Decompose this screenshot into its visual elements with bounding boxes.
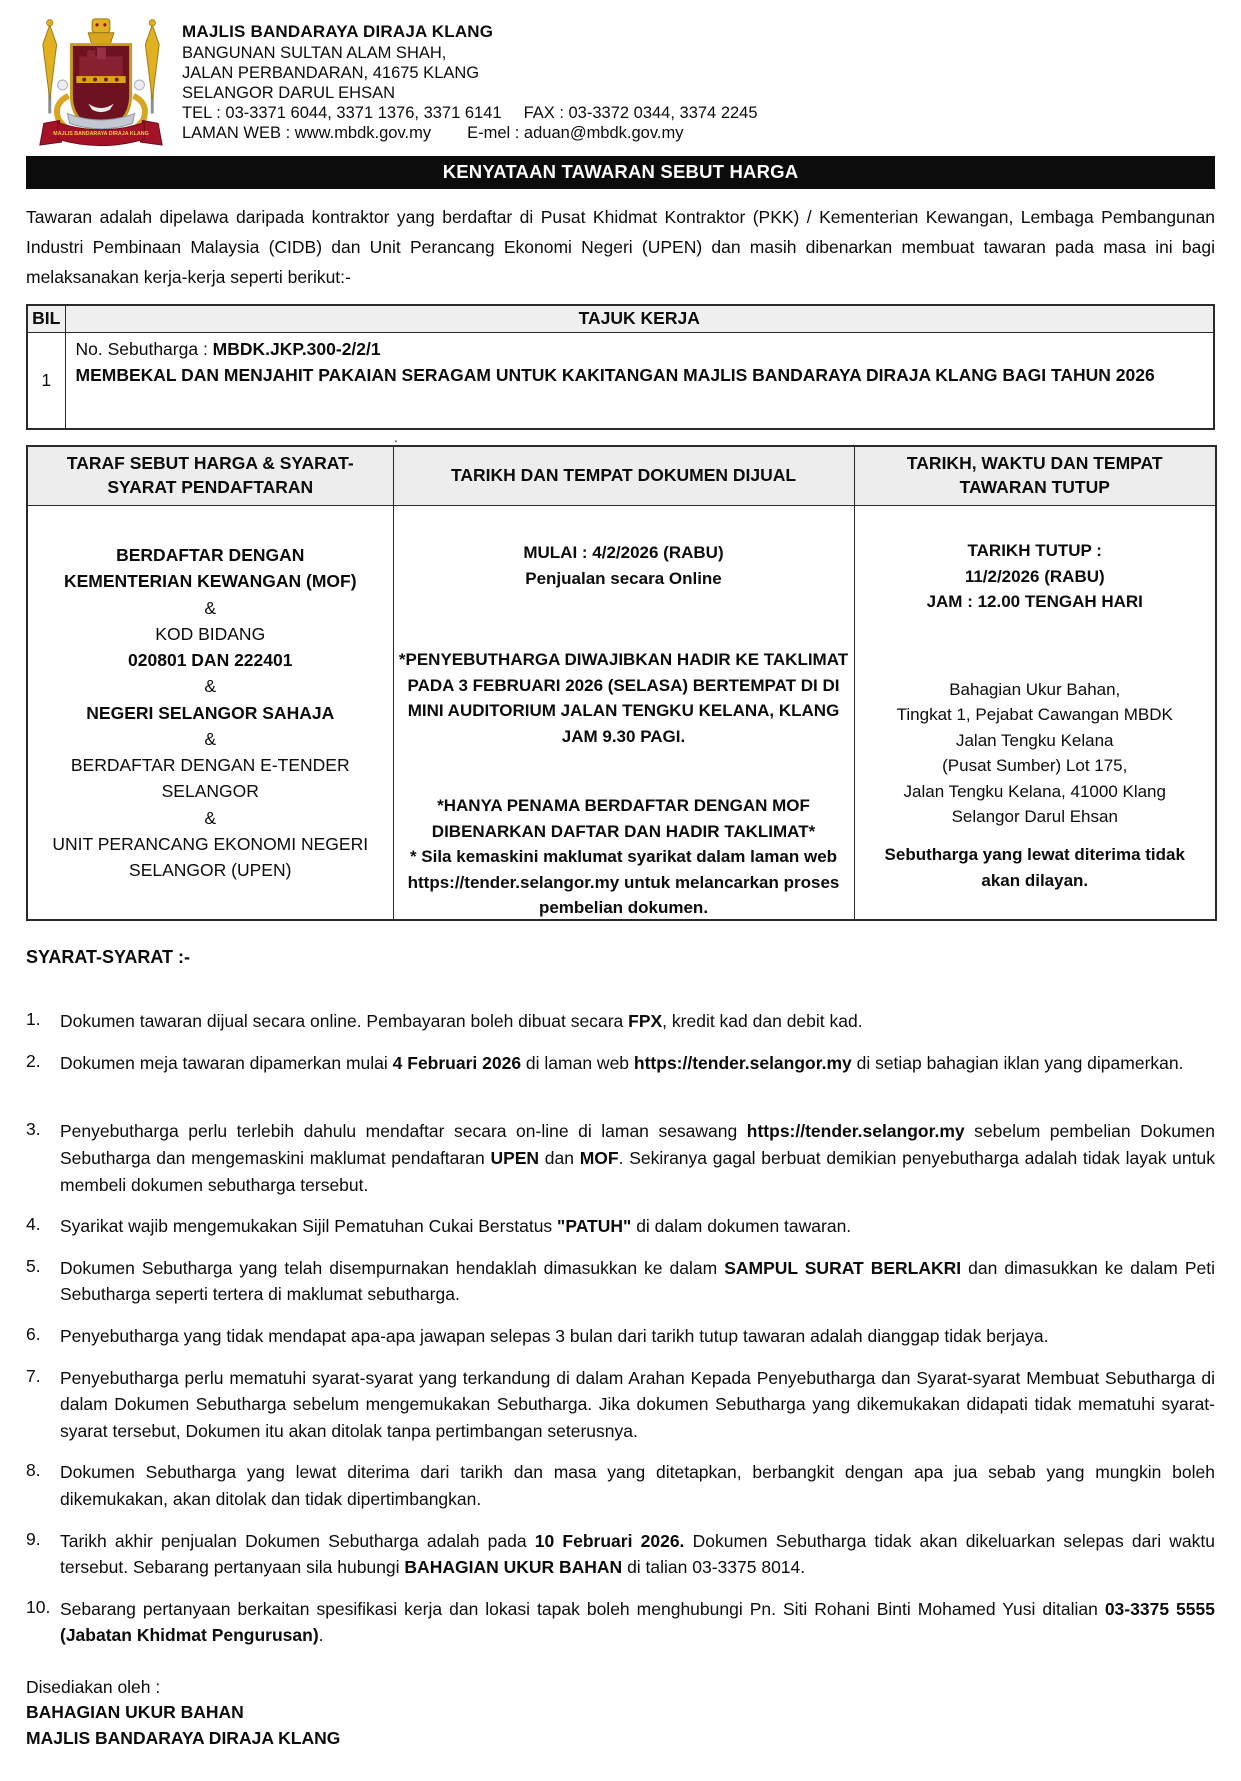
condition-item-2 [26, 1050, 1215, 1077]
condition-number: 5. [26, 1255, 41, 1276]
closing-cell [854, 506, 1216, 921]
condition-text: Tarikh akhir penjualan Dokumen Sebutharga adalah pada 10 Februari 2026. Dokumen Sebutharga tidak akan dikeluarkan selepas dari waktu tersebut. Sebarang pertanyaan sila hubungi BAHAGIAN UKUR BAHAN di talian 03-3375 8014. [60, 1530, 1215, 1578]
sale-start-date: MULAI : 4/2/2026 (RABU) [523, 543, 724, 563]
intro-paragraph: Tawaran adalah dipelawa daripada kontraktor yang berdaftar di Pusat Khidmat Kontraktor (PKK) / Kementerian Kewangan, Lembaga Pembangunan Industri Pembinaan Malaysia (CIDB) dan Unit Perancang Ekonomi Negeri (UPEN) dan masih dibenarkan membuat tawaran pada masa ini bagi melaksanakan kerja-kerja seperti berikut:- [26, 207, 1215, 288]
condition-item-8 [26, 1459, 1215, 1512]
condition-text: Penyebutharga perlu terlebih dahulu mendaftar secara on-line di laman sesawang https://tender.selangor.my sebelum pembelian Dokumen Sebutharga dan mengemaskini maklumat pendaftaran UPEN dan MOF. Sekiranya gagal berbuat demikian penyebutharga adalah tidak layak untuk membeli dokumen sebutharga tersebut. [60, 1121, 1215, 1195]
condition-text: Syarikat wajib mengemukakan Sijil Pematuhan Cukai Berstatus "PATUH" di dalam dokumen tawaran. [60, 1216, 852, 1237]
sale-cell [393, 506, 854, 921]
job-row-description [65, 333, 1214, 429]
org-name: MAJLIS BANDARAYA DIRAJA KLANG [182, 22, 494, 41]
detail-header-sale: TARIKH DAN TEMPAT DOKUMEN DIJUAL [393, 446, 854, 506]
prepared-by-organisation: MAJLIS BANDARAYA DIRAJA KLANG [26, 1727, 341, 1748]
condition-number: 8. [26, 1460, 41, 1481]
notice-title-banner: KENYATAAN TAWARAN SEBUT HARGA [26, 156, 1215, 189]
fax-text: FAX : 03-3372 0344, 3374 2245 [523, 103, 758, 122]
condition-item-5 [26, 1255, 1215, 1308]
email-text: E-mel : aduan@mbdk.gov.my [467, 123, 684, 142]
condition-number: 9. [26, 1528, 41, 1549]
registration-cell [27, 506, 393, 921]
condition-item-1 [26, 1008, 1215, 1035]
sale-mode: Penjualan secara Online [525, 568, 722, 588]
condition-number: 4. [26, 1214, 41, 1235]
detail-table-body-row [27, 506, 1216, 921]
condition-text: Sebarang pertanyaan berkaitan spesifikasi kerja dan lokasi tapak boleh menghubungi Pn. Siti Rohani Binti Mohamed Yusi ditalian 03-3375 5555 (Jabatan Khidmat Pengurusan). [60, 1598, 1215, 1646]
tel-fax-line [182, 104, 758, 124]
condition-item-4 [26, 1213, 1215, 1240]
job-ref-line: No. Sebutharga : MBDK.JKP.300-2/2/1 [75, 339, 381, 360]
detail-header-registration: TARAF SEBUT HARGA & SYARAT-SYARAT PENDAFTARAN [27, 446, 393, 506]
address-line-3: SELANGOR DARUL EHSAN [182, 83, 396, 102]
condition-number: 10. [26, 1596, 51, 1617]
detail-header-closing: TARIKH, WAKTU DAN TEMPAT TAWARAN TUTUP [854, 446, 1216, 506]
registration-lines: BERDAFTAR DENGAN KEMENTERIAN KEWANGAN (MOF) & KOD BIDANG 020801 DAN 222401 & NEGERI SELANGOR SAHAJA & BERDAFTAR DENGAN E-TENDER SELANGOR & UNIT PERANCANG EKONOMI NEGERI SELANGOR (UPEN) [52, 545, 369, 881]
closing-datetime [927, 538, 1143, 615]
prepared-by-block [26, 1675, 1215, 1751]
condition-number: 7. [26, 1365, 41, 1386]
prepared-by-department: BAHAGIAN UKUR BAHAN [26, 1702, 244, 1723]
job-table-header-bil: BIL [27, 305, 65, 333]
condition-number: 3. [26, 1119, 41, 1140]
letterhead-text [182, 13, 758, 143]
late-submission-notice: Sebutharga yang lewat diterima tidak akan dilayan. [884, 845, 1185, 890]
condition-text: Dokumen Sebutharga yang lewat diterima dari tarikh dan masa yang ditetapkan, berbangkit dengan apa jua sebab yang mungkin boleh dikemukakan, akan ditolak dan tidak dipertimbangkan. [60, 1462, 1215, 1509]
job-row-number: 1 [27, 333, 65, 429]
address-line-2: JALAN PERBANDARAN, 41675 KLANG [182, 64, 480, 83]
condition-item-3 [26, 1118, 1215, 1198]
detail-table [26, 445, 1217, 921]
condition-number: 6. [26, 1324, 41, 1345]
mbdk-crest-icon [26, 13, 176, 151]
letterhead [26, 13, 1215, 151]
condition-text: Penyebutharga yang tidak mendapat apa-apa jawapan selepas 3 bulan dari tarikh tutup tawaran adalah dianggap tidak berjaya. [60, 1326, 1049, 1347]
condition-number: 1. [26, 1009, 41, 1030]
sale-mof-only-note: *HANYA PENAMA BERDAFTAR DENGAN MOF DIBENARKAN DAFTAR DAN HADIR TAKLIMAT* [431, 796, 816, 841]
sale-briefing-note: *PENYEBUTHARGA DIWAJIBKAN HADIR KE TAKLIMAT PADA 3 FEBRUARI 2026 (SELASA) BERTEMPAT DI DI MINI AUDITORIUM JALAN TENGKU KELANA, KLANG JAM 9.30 PAGI. [398, 650, 849, 746]
condition-text: Dokumen tawaran dijual secara online. Pembayaran boleh dibuat secara FPX, kredit kad dan debit kad. [60, 1011, 863, 1032]
tel-text: TEL : 03-3371 6044, 3371 1376, 3371 6141 [182, 103, 502, 122]
separator-dot: . [394, 429, 398, 446]
crest-ribbon-text: MAJLIS BANDARAYA DIRAJA KLANG [53, 131, 149, 138]
job-title-line: MEMBEKAL DAN MENJAHIT PAKAIAN SERAGAM UNTUK KAKITANGAN MAJLIS BANDARAYA DIRAJA KLANG BAGI TAHUN 2026 [75, 364, 1155, 385]
prepared-by-label: Disediakan oleh : [26, 1676, 161, 1697]
web-email-line [182, 124, 758, 144]
condition-item-10 [26, 1596, 1215, 1649]
job-table-header-row [27, 305, 1214, 333]
condition-text: Penyebutharga perlu mematuhi syarat-syarat yang terkandung di dalam Arahan Kepada Penyebutharga dan Syarat-syarat Membuat Sebutharga di dalam Dokumen Sebutharga sebelum mengemukakan Sebutharga. Jika dokumen Sebutharga yang dikemukakan didapati tidak mematuhi syarat-syarat tersebut, Dokumen itu akan ditolak tanpa pertimbangan seterusnya. [60, 1367, 1215, 1441]
detail-table-header-row [27, 446, 1216, 506]
closing-address: Bahagian Ukur Bahan, Tingkat 1, Pejabat Cawangan MBDK Jalan Tengku Kelana (Pusat Sumber) Lot 175, Jalan Tengku Kelana, 41000 Klang Selangor Darul Ehsan [896, 679, 1173, 827]
closing-label: TARIKH TUTUP : [967, 541, 1102, 561]
closing-date: 11/2/2026 (RABU) [964, 566, 1105, 586]
job-table-header-tajuk: TAJUK KERJA [65, 305, 1214, 333]
condition-item-7 [26, 1365, 1215, 1445]
web-text: LAMAN WEB : www.mbdk.gov.my [182, 123, 432, 142]
condition-item-9 [26, 1528, 1215, 1581]
condition-item-6 [26, 1323, 1215, 1350]
condition-number: 2. [26, 1050, 41, 1071]
condition-text: Dokumen Sebutharga yang telah disempurnakan hendaklah dimasukkan ke dalam SAMPUL SURAT BERLAKRI dan dimasukkan ke dalam Peti Sebutharga seperti tertera di maklumat sebutharga. [60, 1257, 1215, 1305]
address-line-1: BANGUNAN SULTAN ALAM SHAH, [182, 44, 447, 63]
job-table-row [27, 333, 1214, 429]
conditions-list [26, 1008, 1215, 1649]
sale-update-note: * Sila kemaskini maklumat syarikat dalam laman web https://tender.selangor.my untuk melancarkan proses pembelian dokumen. [407, 847, 840, 918]
conditions-heading: SYARAT-SYARAT :- [26, 947, 191, 968]
closing-time: JAM : 12.00 TENGAH HARI [926, 592, 1143, 612]
job-table [26, 304, 1215, 430]
condition-text: Dokumen meja tawaran dipamerkan mulai 4 Februari 2026 di laman web https://tender.selangor.my di setiap bahagian iklan yang dipamerkan. [60, 1052, 1184, 1073]
